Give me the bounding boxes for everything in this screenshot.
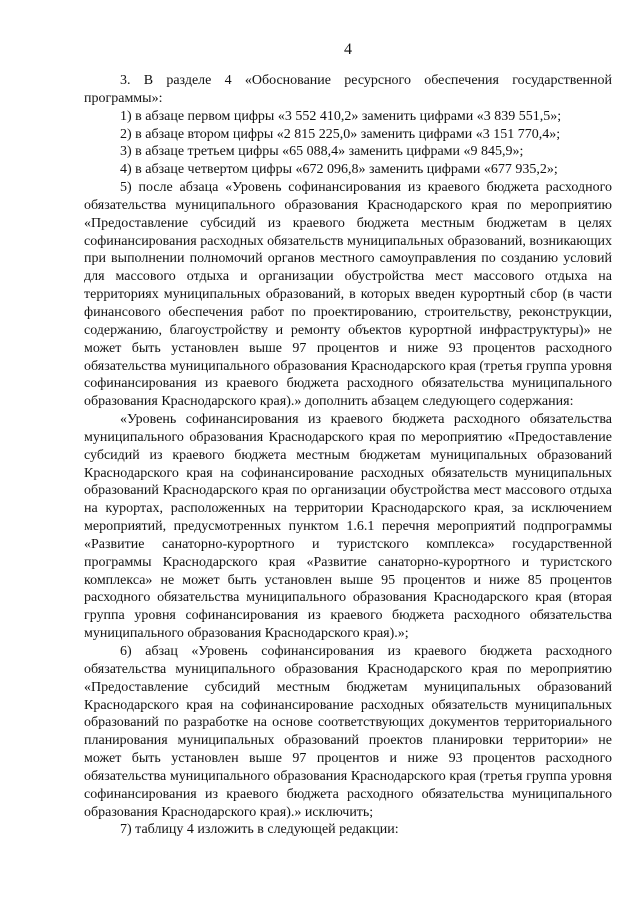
paragraph-section-4-heading: 3. В разделе 4 «Обоснование ресурсного обеспечения государственной программы»: (84, 73, 612, 106)
document-body (84, 72, 612, 839)
paragraph-item-3: 3) в абзаце третьем цифры «65 088,4» заменить цифрами «9 845,9»; (120, 144, 524, 160)
paragraph-item-1: 1) в абзаце первом цифры «3 552 410,2» заменить цифрами «3 839 551,5»; (120, 108, 562, 124)
paragraph-new-abzac: «Уровень софинансирования из краевого бюджета расходного обязательства муниципального образования Краснодарского края по мероприятию «Предоставление субсидий из краевого бюджета местным бюджетам муниципальных образований Краснодарского края на софинансирование расходных обязательств муниципальных образований Краснодарского края по организации обустройства мест массового отдыха на курортах, расположенных на территории Краснодарского края, за исключением мероприятий, предусмотренных пунктом 1.6.1 перечня мероприятий подпрограммы «Развитие санаторно-курортного и туристского комплекса» государственной программы Краснодарского края «Развитие санаторно-курортного и туристского комплекса» не может быть установлен выше 95 процентов и ниже 85 процентов расходного обязательства муниципального образования Краснодарского края (вторая группа уровня софинансирования из краевого бюджета расходного обязательства муниципального образования Краснодарского края).»; (84, 412, 612, 642)
paragraph-item-4: 4) в абзаце четвертом цифры «672 096,8» заменить цифрами «677 935,2»; (120, 162, 558, 178)
paragraph-item-7: 7) таблицу 4 изложить в следующей редакции: (120, 822, 399, 838)
paragraph-item-5: 5) после абзаца «Уровень софинансирования из краевого бюджета расходного обязательства муниципального образования Краснодарского края по мероприятию «Предоставление субсидий из краевого бюджета местным бюджетам в целях софинансирования расходных обязательств муниципальных образований, возникающих при выполнении полномочий органов местного самоуправления по созданию условий для массового отдыха и организации обустройства мест массового отдыха на территориях муниципальных образований, в которых введен курортный сбор (в части финансового обеспечения работ по проектированию, строительству, реконструкции, содержанию, благоустройству и ремонту объектов курортной инфраструктуры)» не может быть установлен выше 97 процентов и ниже 93 процентов расходного обязательства муниципального образования Краснодарского края (третья группа уровня софинансирования из краевого бюджета расходного обязательства муниципального образования Краснодарского края).» дополнить абзацем следующего содержания: (84, 180, 612, 410)
paragraph-item-2: 2) в абзаце втором цифры «2 815 225,0» заменить цифрами «3 151 770,4»; (120, 126, 561, 142)
paragraph-item-6: 6) абзац «Уровень софинансирования из краевого бюджета расходного обязательства муниципального образования Краснодарского края по мероприятию «Предоставление субсидий местным бюджетам муниципальных образований Краснодарского края на софинансирование расходных обязательств муниципальных образований по разработке на основе соответствующих документов территориального планирования муниципальных образований проектов планировки территории» не может быть установлен выше 97 процентов и ниже 93 процентов расходного обязательства муниципального образования Краснодарского края (третья группа уровня софинансирования из краевого бюджета расходного обязательства муниципального образования Краснодарского края).» исключить; (84, 644, 612, 820)
page-number: 4 (344, 41, 352, 58)
